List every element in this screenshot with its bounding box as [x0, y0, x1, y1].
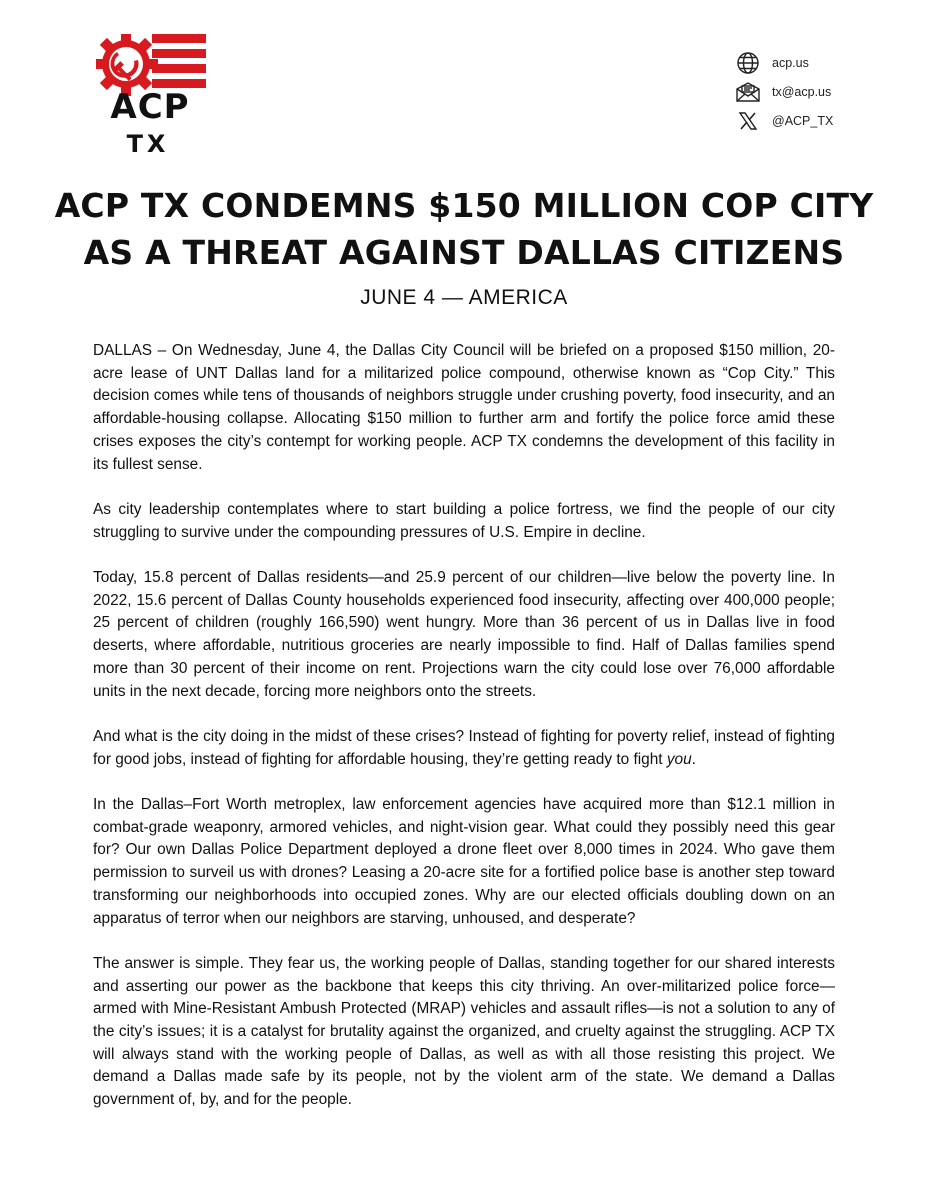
title-line-1: ACP TX CONDEMNS $150 MILLION COP CITY — [54, 186, 874, 225]
dateline: JUNE 4 — AMERICA — [360, 286, 568, 309]
press-release-body — [93, 340, 835, 1135]
paragraph-4-emphasis: you — [666, 750, 692, 768]
paragraph-4-end: . — [691, 750, 696, 768]
contact-x-handle-text: @ACP_TX — [772, 113, 834, 128]
paragraph-3: Today, 15.8 percent of Dallas residents—and 25.9 percent of our children—live below the poverty line. In 2022, 15.6 percent of Dallas County households experienced food insecurity, affecting over 400,000 people; 25 percent of children (roughly 166,590) went hungry. More than 36 percent of us in Dallas live in food deserts, where affordable, nutritious groceries are nearly impossible to find. Half of Dallas families spend more than 30 percent of their income on rent. Projections warn the city could lose over 76,000 affordable units in the next decade, forcing more neighbors onto the streets. — [93, 569, 835, 700]
contact-website-text: acp.us — [772, 55, 809, 70]
hammer-sickle-gear-icon — [96, 34, 208, 158]
contact-website[interactable] — [734, 48, 833, 77]
paragraph-2: As city leadership contemplates where to start building a police fortress, we find the people of our city struggling to survive under the compounding pressures of U.S. Empire in decline. — [93, 500, 835, 541]
paragraph-1: DALLAS – On Wednesday, June 4, the Dallas City Council will be briefed on a proposed $150 million, 20-acre lease of UNT Dallas land for a militarized police compound, otherwise known as “Cop City.” This decision comes while tens of thousands of neighbors struggle under crushing poverty, food insecurity, and an affordable-housing collapse. Allocating $150 million to further arm and fortify the police force amid these crises exposes the city’s contempt for working people. ACP TX condemns the development of this facility in its fullest sense. — [93, 342, 835, 473]
paragraph-4-text: And what is the city doing in the midst of these crises? Instead of fighting for poverty relief, instead of fighting for good jobs, instead of fighting for affordable housing, they’re getting ready to fight — [93, 727, 835, 768]
page-title — [40, 182, 888, 276]
paragraph-6: The answer is simple. They fear us, the working people of Dallas, standing together for our shared interests and asserting our power as the backbone that keeps this city thriving. An over-militarized police force—armed with Mine-Resistant Ambush Protected (MRAP) vehicles and assault rifles—is not a solution to any of the city’s issues; it is a catalyst for brutality against the organized, and cruelty against the struggling. ACP TX will always stand with the working people of Dallas, as well as with all those resisting this project. We demand a Dallas made safe by its people, not by the violent arm of the state. We demand a Dallas government of, by, and for the people. — [93, 954, 835, 1109]
globe-icon — [734, 50, 762, 76]
paragraph-5: In the Dallas–Fort Worth metroplex, law enforcement agencies have acquired more than $12.1 million in combat-grade weaponry, armored vehicles, and night-vision gear. What could they possibly need this gear for? Our own Dallas Police Department deployed a drone fleet over 8,000 times in 2024. Who gave them permission to surveil us with drones? Leasing a 20-acre site for a fortified police base is another step toward transforming our neighborhoods into occupied zones. Why are our elected officials doubling down on an apparatus of terror when our neighbors are starving, unhoused, and desperate? — [93, 796, 835, 927]
contact-email-text: tx@acp.us — [772, 84, 832, 99]
mail-icon — [734, 79, 762, 105]
title-line-2: AS A THREAT AGAINST DALLAS CITIZENS — [83, 233, 845, 272]
contact-x-handle[interactable] — [734, 106, 833, 135]
acp-tx-logo — [96, 34, 208, 158]
logo-wordmark: ACP — [110, 87, 190, 127]
logo-sub: TX — [126, 130, 170, 158]
contact-block — [734, 48, 833, 135]
paragraph-4 — [93, 726, 835, 771]
contact-email[interactable] — [734, 77, 833, 106]
x-logo-icon — [734, 108, 762, 134]
